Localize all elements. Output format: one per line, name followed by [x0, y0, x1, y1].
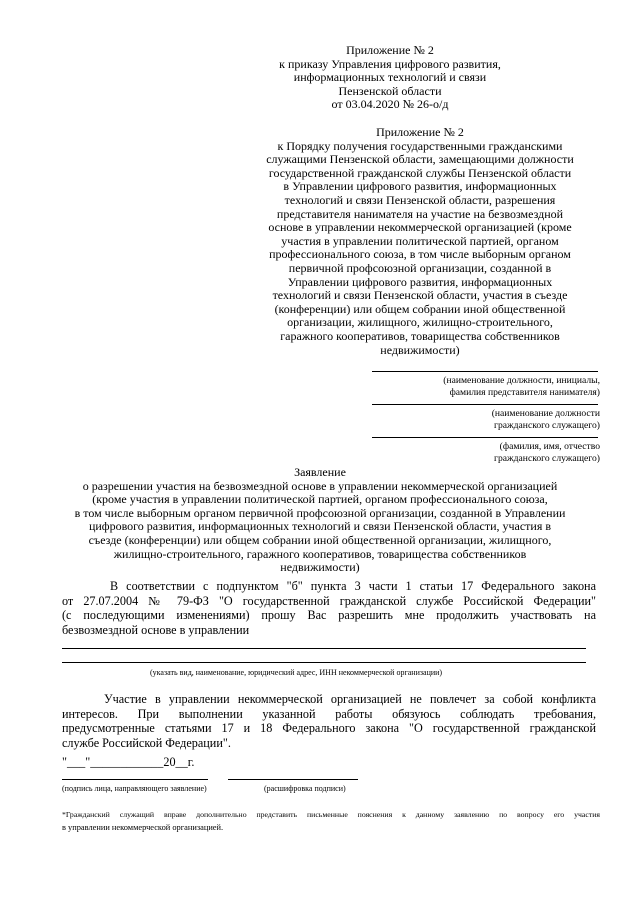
organization-field-line-2[interactable] [62, 662, 586, 663]
conflict-paragraph [62, 692, 596, 750]
appendix-procedure-line: основе в управлении некоммерческой организацией (кроме [268, 220, 572, 235]
employer-field-line[interactable] [372, 371, 598, 372]
appendix-procedure-line: к Порядку получения государственными гражданскими [277, 138, 563, 153]
appendix-procedure-line: Приложение № 2 [376, 125, 464, 139]
employer-caption-line: (наименование должности, инициалы, [443, 375, 600, 386]
footnote-line: в управлении некоммерческой организацией. [62, 823, 224, 832]
appendix-order-line: информационных технологий и связи [293, 70, 487, 85]
statement-line: (кроме участия в управлении политической партией, органом профессионального союза, [92, 492, 548, 507]
name-caption-line: гражданского служащего) [494, 452, 600, 464]
statement-block [40, 466, 600, 575]
appendix-procedure-line: государственной гражданской службы Пензенской области [268, 165, 572, 180]
appendix-procedure-line: (конференции) или общем собрании иной общественной [274, 301, 566, 316]
appendix-procedure-line: Управлении цифрового развития, информационных [287, 274, 553, 289]
position-caption [440, 408, 600, 431]
conflict-line: интересов. При выполнении указанной работы обязуюсь соблюдать требования, [62, 706, 596, 721]
conflict-line: Участие в управлении некоммерческой организацией не повлечет за собой конфликта [104, 692, 596, 706]
employer-caption-line: фамилия представителя нанимателя) [449, 386, 600, 398]
appendix-procedure-line: представителя нанимателя на участие на безвозмездной [276, 206, 564, 221]
appendix-procedure-line: участия в управлении политической партией, органом [281, 233, 559, 248]
statement-line: о разрешении участия на безвозмездной основе в управлении некоммерческой организацией [82, 478, 558, 493]
signature-caption: (подпись лица, направляющего заявление) [62, 784, 207, 793]
name-field-line[interactable] [372, 437, 598, 438]
statement-line: в том числе выборным органом первичной профсоюзной организации, созданной в Управлении [74, 505, 566, 520]
organization-field-line[interactable] [62, 648, 586, 649]
appendix-procedure-line: служащими Пензенской области, замещающими должности [266, 152, 574, 167]
appendix-order-line: Пензенской области [338, 83, 442, 98]
appendix-procedure-line: технологий и связи Пензенской области, участия в съезде [272, 288, 568, 303]
request-line: (с последующими изменениями) прошу Вас разрешить мне продолжить участвовать на [62, 608, 596, 623]
appendix-order-line: Приложение № 2 [346, 43, 434, 57]
conflict-line: предусмотренные статьями 17 и 18 Федерального закона "О государственной гражданской [62, 721, 596, 736]
statement-line: съезде (конференции) или общем собрании иной общественной организации, жилищного, [88, 532, 552, 547]
appendix-order-line: к приказу Управления цифрового развития, [279, 56, 501, 71]
statement-title: Заявление [294, 465, 346, 479]
conflict-line: службе Российской Федерации". [62, 735, 231, 750]
footnote [62, 808, 600, 834]
position-caption-line: (наименование должности [491, 408, 600, 419]
position-caption-line: гражданского служащего) [494, 419, 600, 431]
appendix-procedure-line: организации, жилищного, жилищно-строительного, [287, 315, 553, 330]
appendix-procedure-line: профессионального союза, в том числе выборным органом [269, 247, 571, 262]
signature-decoding-caption: (расшифровка подписи) [264, 784, 346, 793]
appendix-procedure-line: гаражного кооперативов, товарищества собственников [280, 328, 560, 343]
request-line: В соответствии с подпунктом "б" пункта 3 части 1 статьи 17 Федерального закона [110, 579, 596, 593]
statement-line: цифрового развития, информационных технологий и связи Пензенской области, участия в [88, 519, 552, 534]
name-caption-line: (фамилия, имя, отчество [499, 441, 600, 452]
appendix-order-block [250, 44, 530, 112]
request-paragraph [62, 579, 596, 637]
organization-caption: (указать вид, наименование, юридический адрес, ИНН некоммерческой организации) [150, 668, 443, 677]
statement-line: недвижимости) [280, 560, 360, 575]
appendix-order-line: от 03.04.2020 № 26-о/д [331, 97, 449, 112]
appendix-procedure-line: первичной профсоюзной организации, созданной в [288, 260, 552, 275]
date-field[interactable]: "___"____________20__г. [62, 755, 195, 769]
signature-field-line[interactable] [62, 779, 208, 780]
request-line: от 27.07.2004 № 79-ФЗ "О государственной гражданской службе Российской Федерации" [62, 593, 596, 608]
appendix-procedure-line: технологий и связи Пензенской области, разрешения [284, 192, 556, 207]
employer-caption [410, 375, 600, 398]
footnote-line: *Гражданский служащий вправе дополнительно представить письменные пояснения к данному заявлению по вопросу его участия [62, 810, 600, 819]
request-line: безвозмездной основе в управлении [62, 622, 250, 637]
signature-decoding-field-line[interactable] [228, 779, 358, 780]
appendix-procedure-line: в Управлении цифрового развития, информационных [283, 179, 557, 194]
position-field-line[interactable] [372, 404, 598, 405]
appendix-procedure-block [240, 126, 600, 357]
name-caption [440, 441, 600, 464]
statement-line: жилищно-строительного, гаражного кооперативов, товарищества собственников [113, 546, 527, 561]
appendix-procedure-line: недвижимости) [380, 342, 460, 357]
